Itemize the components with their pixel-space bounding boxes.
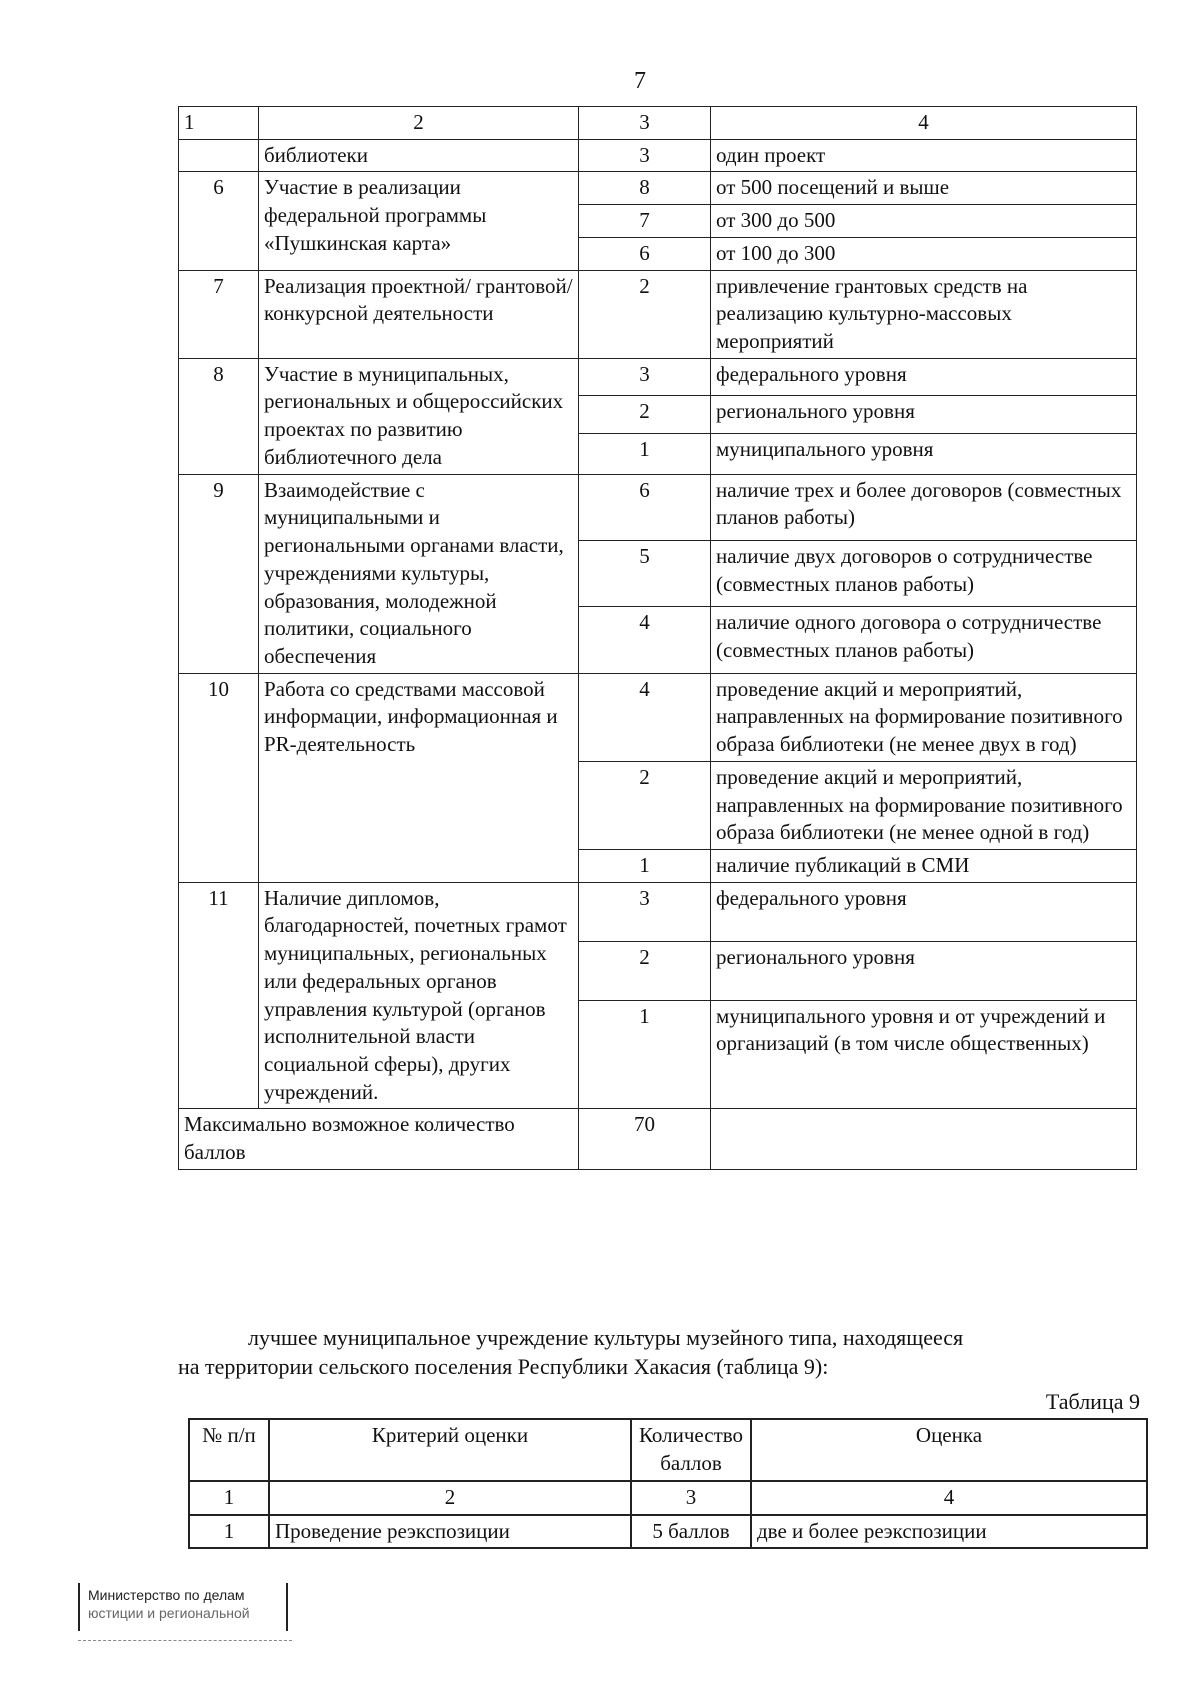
points-cell: 2 [579,941,711,1000]
header-cell: 2 [269,1481,631,1515]
table-row [179,882,1137,941]
header-cell: 2 [259,107,579,140]
criterion-name: библиотеки [259,139,579,172]
criterion-cell: наличие одного договора о сотрудничестве (совместных планов работы) [711,607,1137,673]
table-row [179,270,1137,358]
total-empty-cell [711,1109,1137,1169]
stamp-line: юстиции и региональной [88,1604,250,1621]
criterion-cell: проведение акций и мероприятий, направленных на формирование позитивного образа библиотеки (не менее одной в год) [711,761,1137,849]
header-cell: 3 [631,1481,751,1515]
points-cell: 1 [579,1000,711,1109]
header-cell: Оценка [751,1419,1147,1481]
total-label: Максимально возможное количество баллов [179,1109,579,1169]
criterion-name: Взаимодействие с муниципальными и региональными органами власти, учреждениями культуры, образования, молодежной политики, социального обеспечения [259,474,579,673]
criterion-cell: регионального уровня [711,396,1137,433]
criterion-cell: федерального уровня [711,882,1137,941]
table-number-row [189,1481,1147,1515]
table-9 [188,1418,1148,1549]
points-cell: 7 [579,205,711,238]
row-number [179,139,259,172]
points-cell: 1 [579,849,711,882]
total-row [179,1109,1137,1169]
total-points: 70 [579,1109,711,1169]
row-number: 6 [179,172,259,270]
criterion-cell: федерального уровня [711,358,1137,395]
table-row [179,673,1137,761]
row-number: 7 [179,270,259,358]
header-cell: № п/п [189,1419,269,1481]
criterion-cell: привлечение грантовых средств на реализацию культурно-массовых мероприятий [711,270,1137,358]
criterion-name: Реализация проектной/ грантовой/конкурсной деятельности [259,270,579,358]
criterion-name: Участие в реализации федеральной программы «Пушкинская карта» [259,172,579,270]
criterion-cell: наличие двух договоров о сотрудничестве (совместных планов работы) [711,540,1137,606]
table-row [179,474,1137,540]
table-caption: Таблица 9 [1045,1389,1140,1414]
criterion-cell: две и более реэкспозиции [751,1515,1147,1549]
table-row [179,172,1137,205]
points-cell: 4 [579,673,711,761]
criteria-table [178,106,1137,1170]
stamp-line: Министерство по делам [88,1587,245,1603]
criterion-cell: от 100 до 300 [711,237,1137,270]
points-cell: 4 [579,607,711,673]
header-cell: 1 [179,107,259,140]
header-cell: Критерий оценки [269,1419,631,1481]
points-cell: 1 [579,433,711,474]
table-header-row [189,1419,1147,1481]
criterion-name: Участие в муниципальных, региональных и общероссийских проектах по развитию библиотечного дела [259,358,579,474]
criterion-cell: один проект [711,139,1137,172]
points-cell: 3 [579,358,711,395]
page-number: 7 [634,68,646,94]
row-number: 11 [179,882,259,1109]
paragraph [178,1324,1138,1381]
points-cell: 2 [579,761,711,849]
row-number: 9 [179,474,259,673]
points-cell: 2 [579,396,711,433]
table-header-row [179,107,1137,140]
points-cell: 3 [579,139,711,172]
criterion-cell: муниципального уровня и от учреждений и организаций (в том числе общественных) [711,1000,1137,1109]
criterion-cell: наличие публикаций в СМИ [711,849,1137,882]
points-cell: 5 баллов [631,1515,751,1549]
points-cell: 2 [579,270,711,358]
criterion-cell: наличие трех и более договоров (совместных планов работы) [711,474,1137,540]
points-cell: 8 [579,172,711,205]
row-number: 10 [179,673,259,882]
criterion-cell: регионального уровня [711,941,1137,1000]
points-cell: 6 [579,474,711,540]
header-cell: Количество баллов [631,1419,751,1481]
table-row [179,139,1137,172]
points-cell: 5 [579,540,711,606]
criterion-cell: от 500 посещений и выше [711,172,1137,205]
header-cell: 4 [711,107,1137,140]
header-cell: 4 [751,1481,1147,1515]
ministry-stamp [78,1583,288,1631]
paragraph-line: лучшее муниципальное учреждение культуры музейного типа, находящееся [248,1325,964,1350]
table-row [189,1515,1147,1549]
header-cell: 1 [189,1481,269,1515]
table-row [179,358,1137,395]
points-cell: 6 [579,237,711,270]
criterion-cell: проведение акций и мероприятий, направленных на формирование позитивного образа библиотеки (не менее двух в год) [711,673,1137,761]
stamp-divider [78,1640,292,1641]
paragraph-line: на территории сельского поселения Республики Хакасия (таблица 9): [178,1353,829,1379]
row-number: 1 [189,1515,269,1549]
criterion-name: Работа со средствами массовой информации, информационная и PR-деятельность [259,673,579,882]
criterion-name: Наличие дипломов, благодарностей, почетных грамот муниципальных, региональных или федеральных органов управления культурой (органов исполнительной власти социальной сферы), других учреждений. [259,882,579,1109]
criterion-name: Проведение реэкспозиции [269,1515,631,1549]
criterion-cell: от 300 до 500 [711,205,1137,238]
points-cell: 3 [579,882,711,941]
criterion-cell: муниципального уровня [711,433,1137,474]
row-number: 8 [179,358,259,474]
header-cell: 3 [579,107,711,140]
